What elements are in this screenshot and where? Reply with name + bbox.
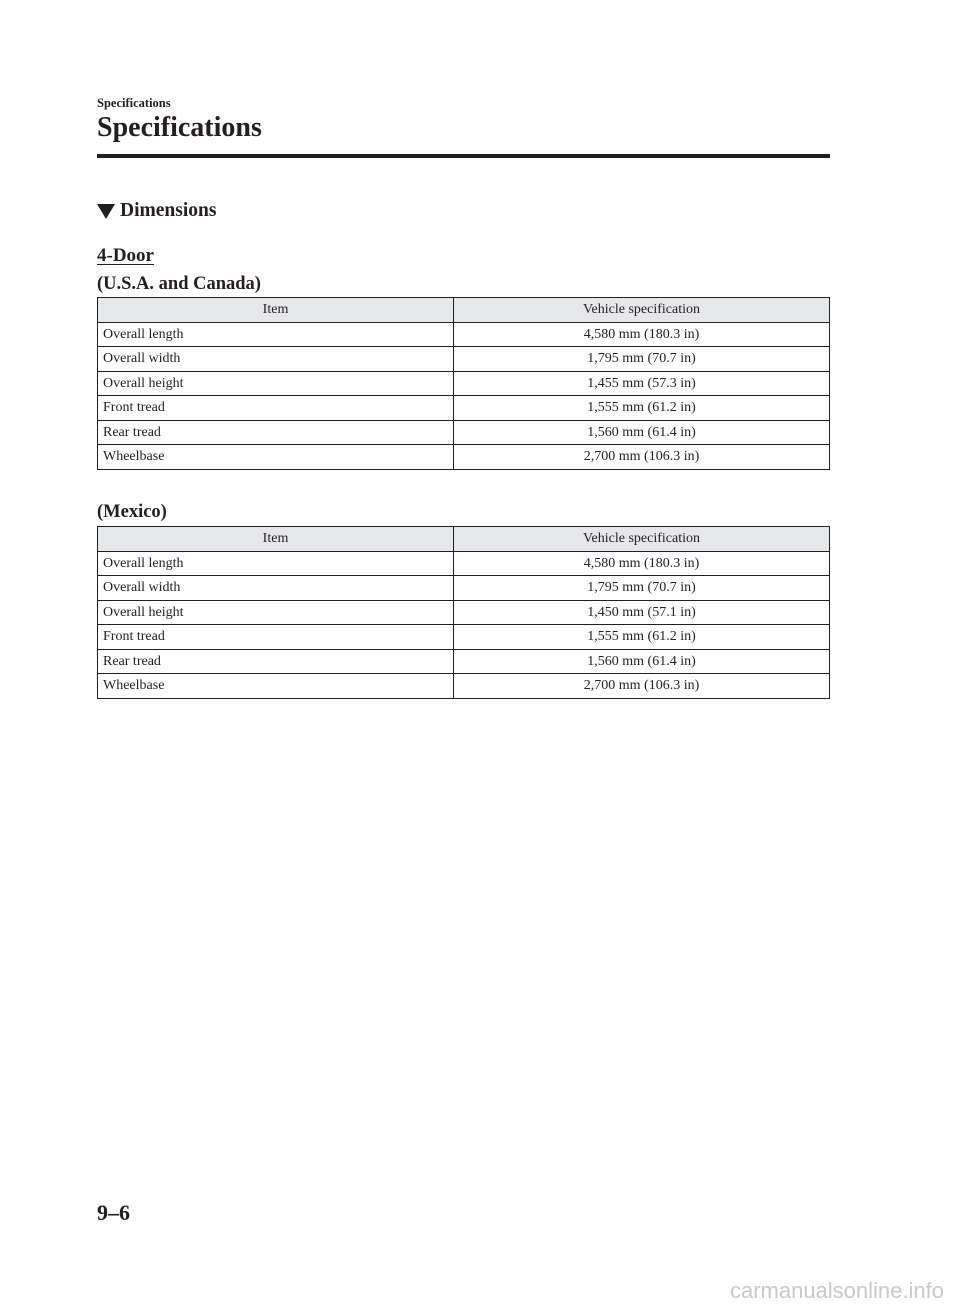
table-row (98, 625, 830, 650)
item-cell: Overall width (98, 576, 454, 601)
spec-table-mexico (97, 526, 830, 699)
spec-cell: 2,700 mm (106.3 in) (454, 445, 830, 470)
item-cell: Overall length (98, 322, 454, 347)
spec-table-usa-canada (97, 297, 830, 470)
model-heading: 4-Door (97, 245, 154, 266)
table-row (98, 649, 830, 674)
item-cell: Overall width (98, 347, 454, 372)
table-header-row (98, 298, 830, 323)
title-divider (97, 154, 830, 158)
watermark: carmanualsonline.info (729, 1278, 944, 1303)
region-heading-mexico: (Mexico) (97, 502, 167, 522)
table-row (98, 445, 830, 470)
item-cell: Overall height (98, 371, 454, 396)
table-row (98, 347, 830, 372)
column-header-spec: Vehicle specification (454, 527, 830, 552)
section-heading (97, 198, 216, 224)
item-cell: Rear tread (98, 420, 454, 445)
table-row (98, 322, 830, 347)
table-row (98, 371, 830, 396)
spec-cell: 1,450 mm (57.1 in) (454, 600, 830, 625)
spec-cell: 2,700 mm (106.3 in) (454, 674, 830, 699)
spec-cell: 4,580 mm (180.3 in) (454, 551, 830, 576)
page-number: 9–6 (97, 1200, 130, 1225)
table-row (98, 420, 830, 445)
spec-cell: 1,555 mm (61.2 in) (454, 625, 830, 650)
spec-cell: 1,560 mm (61.4 in) (454, 420, 830, 445)
section-title-text: Dimensions (120, 200, 217, 221)
table-row (98, 674, 830, 699)
table-row (98, 600, 830, 625)
triangle-down-icon (97, 204, 115, 219)
table-row (98, 576, 830, 601)
spec-cell: 1,560 mm (61.4 in) (454, 649, 830, 674)
region-heading-usa-canada: (U.S.A. and Canada) (97, 274, 261, 294)
table-row (98, 396, 830, 421)
table-header-row (98, 527, 830, 552)
spec-cell: 4,580 mm (180.3 in) (454, 322, 830, 347)
table-row (98, 551, 830, 576)
spec-cell: 1,455 mm (57.3 in) (454, 371, 830, 396)
item-cell: Overall height (98, 600, 454, 625)
breadcrumb: Specifications (97, 96, 171, 110)
column-header-item: Item (98, 527, 454, 552)
item-cell: Front tread (98, 396, 454, 421)
item-cell: Wheelbase (98, 445, 454, 470)
item-cell: Front tread (98, 625, 454, 650)
spec-cell: 1,795 mm (70.7 in) (454, 347, 830, 372)
item-cell: Wheelbase (98, 674, 454, 699)
item-cell: Overall length (98, 551, 454, 576)
spec-cell: 1,795 mm (70.7 in) (454, 576, 830, 601)
spec-cell: 1,555 mm (61.2 in) (454, 396, 830, 421)
item-cell: Rear tread (98, 649, 454, 674)
page-title: Specifications (97, 112, 262, 143)
column-header-spec: Vehicle specification (454, 298, 830, 323)
column-header-item: Item (98, 298, 454, 323)
